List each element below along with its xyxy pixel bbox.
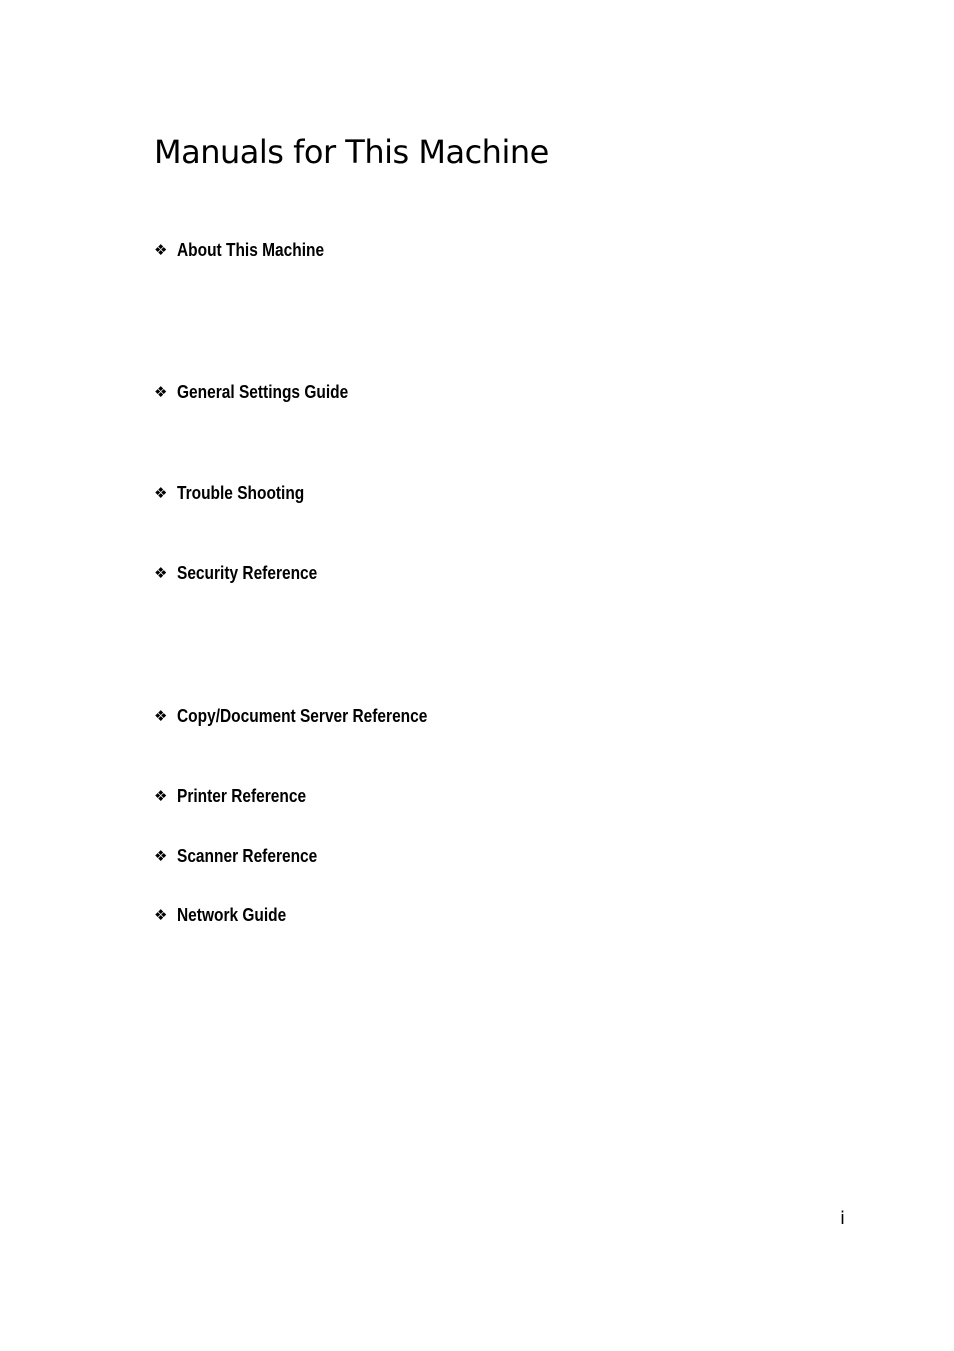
four-diamond-bullet-icon: ❖ (154, 564, 168, 582)
section-heading-label: Security Reference (177, 563, 318, 583)
section-heading-general-settings-guide (154, 380, 376, 404)
section-heading-label: Trouble Shooting (177, 483, 305, 503)
section-heading-copy-document-server-reference (154, 704, 468, 728)
section-heading-label: Scanner Reference (177, 846, 318, 866)
four-diamond-bullet-icon: ❖ (154, 847, 168, 865)
section-heading-label: About This Machine (177, 240, 325, 260)
section-heading-network-guide (154, 903, 304, 927)
four-diamond-bullet-icon: ❖ (154, 484, 168, 502)
page-number: i (840, 1208, 846, 1229)
four-diamond-bullet-icon: ❖ (154, 787, 168, 805)
four-diamond-bullet-icon: ❖ (154, 906, 168, 924)
four-diamond-bullet-icon: ❖ (154, 707, 168, 725)
section-heading-label: Copy/Document Server Reference (177, 706, 428, 726)
section-heading-trouble-shooting (154, 481, 325, 505)
section-heading-label: Printer Reference (177, 786, 307, 806)
section-heading-about-this-machine (154, 238, 348, 262)
four-diamond-bullet-icon: ❖ (154, 241, 168, 259)
section-heading-label: Network Guide (177, 905, 287, 925)
section-heading-scanner-reference (154, 844, 340, 868)
section-heading-printer-reference (154, 784, 327, 808)
page-title: Manuals for This Machine (154, 133, 549, 171)
section-heading-label: General Settings Guide (177, 382, 349, 402)
four-diamond-bullet-icon: ❖ (154, 383, 168, 401)
section-heading-security-reference (154, 561, 340, 585)
